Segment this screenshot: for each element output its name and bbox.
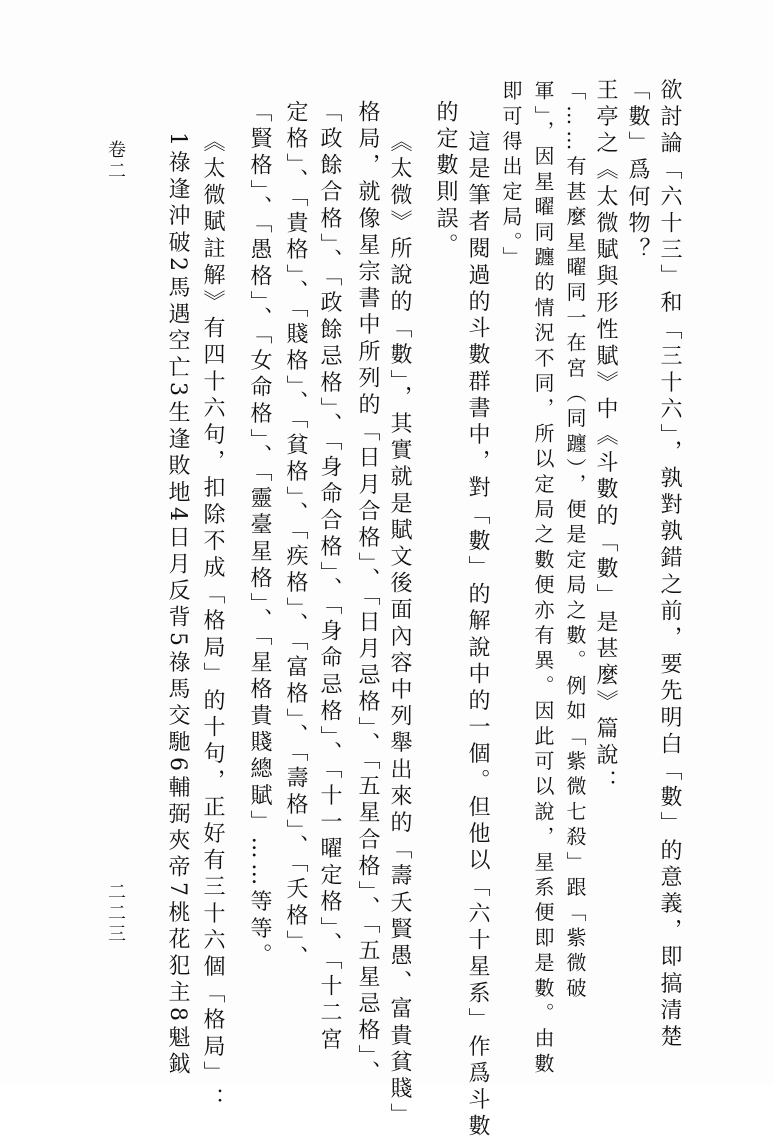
text-column-4: 「……有甚麼星曜同一在宮（同躔），便是定局之數。例如「紫微七殺」跟「紫微破 — [563, 80, 587, 1003]
volume-label: 卷二 — [105, 140, 126, 182]
text-column-14: 《太微賦註解》有四十六句，扣除不成「格局」的十句，正好有三十六個「格局」： — [200, 130, 225, 1115]
text-column-1: 欲討論「六十三」和「三十六」，孰對孰錯之前，要先明白「數」的意義，即搞清楚 — [657, 78, 682, 1052]
text-column-9: 《太微》所說的「數」，其實就是賦文後面內容中列舉出來的「壽夭賢愚、富貴貧賤」 — [387, 130, 412, 1130]
page-number: 二二三 — [105, 882, 126, 945]
text-column-5: 軍」，因星曜同躔的情況不同，所以定局之數便亦有異。因此可以說，星系便即是數。由數 — [531, 80, 555, 1078]
text-column-3: 王亭之《太微賦與形性賦》中《斗數的「數」是甚麼》篇說： — [593, 78, 618, 797]
text-column-8: 的定數則誤。 — [433, 100, 458, 260]
text-column-2: 「數」爲何物？ — [625, 78, 650, 265]
text-column-10: 格局，就像星宗書中所列的「日月合格」、「日月忌格」、「五星合格」、「五星忌格」、 — [355, 100, 380, 1087]
text-column-6: 即可得出定局。」 — [499, 80, 523, 272]
text-column-12: 定格」、「貴格」、「賤格」、「貧格」、「疾格」、「富格」、「壽格」、「夭格」、 — [283, 100, 308, 973]
text-column-11: 「政餘合格」、「政餘忌格」、「身命合格」、「身命忌格」、「十一曜定格」、「十二宮 — [317, 100, 342, 1054]
text-column-7: 這是筆者閱過的斗數群書中，對「數」的解說中的一個。但他以「六十星系」作爲斗數 — [465, 130, 490, 1141]
text-column-13: 「賢格」、「愚格」、「女命格」、「靈臺星格」、「星格貴賤總賦」……等等。 — [247, 100, 272, 970]
text-column-15: 1祿逢沖破2馬遇空亡3生逢敗地4日月反背5祿馬交馳6輔弼夾帝7桃花犯主8魁鉞 — [165, 132, 190, 1079]
